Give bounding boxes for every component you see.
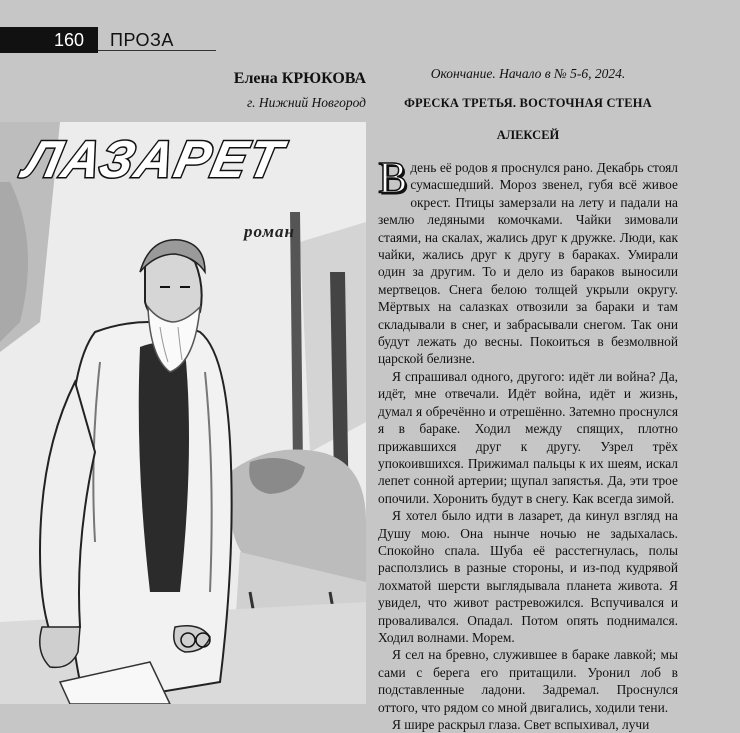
header-rule	[98, 50, 216, 51]
old-man-drawing	[0, 122, 366, 704]
continuation-note: Окончание. Начало в № 5-6, 2024.	[430, 66, 626, 81]
article-column	[378, 66, 678, 733]
author-city: г. Нижний Новгород	[247, 95, 366, 110]
section-title: ПРОЗА	[110, 30, 174, 50]
paragraph: Я спрашивал одного, другого: идёт ли война? Да, идёт, мне отвечали. Идёт война, идёт и жизнь, думал я обречённо и отрешённо. Затемно проснулся я в бараке. Ходил между спящих, плотно прижавшихся друг к другу. Узрел трёх упокоившихся. Прижимал пальцы к их шеям, искал лепет сонной артерии; щупал запястья. Да, эти трое опочили. Хоронить будут в снегу. Как всегда зимой.	[378, 368, 678, 506]
paragraph: Я шире раскрыл глаза. Свет вспыхивал, лучи	[392, 717, 650, 732]
paragraph: Я сел на бревно, служившее в бараке лавкой; мы сами с берега его притащили. Уронил лоб в подставленные ладони. Задремал. Проснулся оттого, что рядом со мной двигались, ходили тени.	[378, 647, 678, 715]
paragraph-text: день её родов я проснулся рано. Декабрь стоял сумасшедший. Мороз звенел, губя всё живое окрест. Птицы замерзали на лету и падали на землю ледяными комочками. Чайки зимовали стаями, на скалах, жались друг к дружке. Люди, как чайки, жались друг к другу в бараках. Умирали один за другим. То и дело из бараков выносили мертвецов. Снега белою толщей укрыли округу. Мёртвых на салазках отвозили за бараки и там складывали в снег, и забрасывали снегом. Так они будут лежать до весны. Покоиться в безмолвной царской белизне.	[378, 160, 678, 367]
drop-cap: В	[378, 153, 408, 202]
chapter-heading: АЛЕКСЕЙ	[496, 128, 560, 142]
illustration	[0, 122, 366, 704]
page-number: 160	[0, 27, 98, 53]
novel-title-art	[0, 122, 300, 192]
genre-label: роман	[244, 222, 295, 241]
paragraph: Я хотел было идти в лазарет, да кинул взгляд на Душу мою. Она нынче ночью не задыхалась. Спокойно спала. Шуба её расстегнулась, полы расползлись в разные стороны, и из-под кудрявой лохматой шерсти выглядывала планета живота. Я увидел, что живот растревожился. Вспучивался и проваливался. Опадал. Потом опять поднимался. Ходил волнами. Морем.	[378, 508, 678, 645]
article-body	[378, 153, 678, 733]
paragraph	[378, 153, 678, 368]
author-name: Елена КРЮКОВА	[233, 70, 366, 87]
section-heading: ФРЕСКА ТРЕТЬЯ. ВОСТОЧНАЯ СТЕНА	[404, 96, 652, 110]
novel-title: ЛАЗАРЕТ	[19, 130, 289, 189]
